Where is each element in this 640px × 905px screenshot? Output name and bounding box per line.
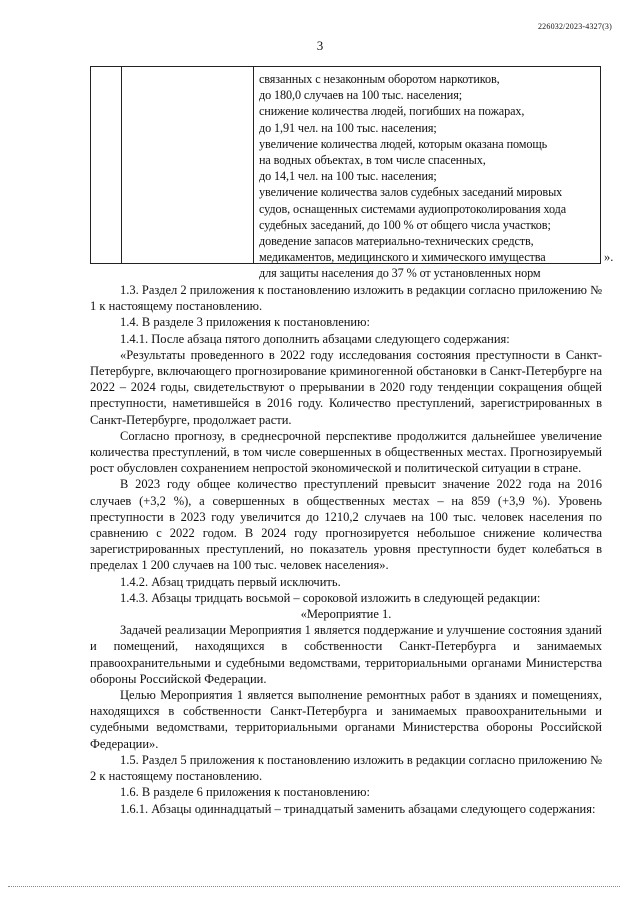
table-line: доведение запасов материально-технических средств, (259, 234, 534, 249)
document-body (90, 282, 602, 817)
table-line: до 1,91 чел. на 100 тыс. населения; (259, 120, 437, 135)
table-line: для защиты населения до 37 % от установленных норм (259, 266, 541, 281)
table-line: до 14,1 чел. на 100 тыс. населения; (259, 169, 437, 184)
document-number: 226032/2023-4327(3) (537, 22, 612, 31)
page-number: 3 (316, 38, 324, 53)
paragraph: 1.6.1. Абзацы одиннадцатый – тринадцатый заменить абзацами следующего содержания: (120, 801, 596, 816)
table-line: увеличение количества людей, которым оказана помощь (259, 136, 548, 151)
paragraph: 1.4.2. Абзац тридцать первый исключить. (120, 574, 341, 589)
paragraph: 1.4.1. После абзаца пятого дополнить абзацами следующего содержания: (120, 331, 510, 346)
closing-quote: ». (604, 250, 614, 264)
paragraph: Согласно прогнозу, в среднесрочной перспективе продолжится дальнейшее увеличение количества преступлений, в том числе совершенных в общественных местах. Прогнозируемый рост обусловлен сохранением непростой экономической и политической ситуации в стране. (90, 428, 602, 476)
table-column-divider (121, 67, 122, 263)
paragraph: Задачей реализации Мероприятия 1 является поддержание и улучшение состояния зданий и помещений, находящихся в собственности Санкт-Петербурга и занимаемых правоохранительными и судебными ведомствами, территориальными органами Министерства обороны Российской Федерации. (90, 623, 602, 686)
table-line: до 180,0 случаев на 100 тыс. населения; (259, 88, 462, 103)
table-line: увеличение количества залов судебных заседаний мировых (259, 185, 563, 200)
paragraph: В 2023 году общее количество преступлений превысит значение 2022 года на 2016 случаев (+3,2 %), а совершенных в общественных местах – на 859 (+3,9 %). Уровень преступности в 2023 году увеличится до 1210,2 случаев на 100 тыс. человек населения по сравнению с 2022 годом. В 2024 году прогнозируется небольшое снижение количества зарегистрированных преступлений, но показатель уровня преступности будет колебаться в пределах 1 200 случаев на 100 тыс. человек населения». (90, 477, 602, 573)
table-line: судебных заседаний, до 100 % от общего числа участков; (259, 217, 551, 232)
table-cell-text (259, 71, 597, 282)
table-line: медикаментов, медицинского и химического имущества (259, 250, 546, 265)
paragraph: 1.5. Раздел 5 приложения к постановлению изложить в редакции согласно приложению № 2 к настоящему постановлению. (90, 752, 602, 784)
table (90, 66, 601, 281)
paragraph: 1.6. В разделе 6 приложения к постановлению: (120, 785, 370, 800)
paragraph: Целью Мероприятия 1 является выполнение ремонтных работ в зданиях и помещениях, находящихся в собственности Санкт-Петербурга и занимаемых правоохранительными и судебными ведомствами, территориальными органами Министерства обороны Российской Федерации». (90, 688, 602, 751)
paragraph: 1.4.3. Абзацы тридцать восьмой – сороковой изложить в следующей редакции: (120, 590, 541, 605)
table-line: связанных с незаконным оборотом наркотиков, (259, 72, 500, 86)
paragraph: «Мероприятие 1. (300, 607, 392, 622)
paragraph: 1.3. Раздел 2 приложения к постановлению изложить в редакции согласно приложению № 1 к настоящему постановлению. (90, 283, 602, 314)
table-line: снижение количества людей, погибших на пожарах, (259, 104, 525, 119)
table-line: на водных объектах, в том числе спасенных, (259, 153, 486, 168)
paragraph: «Результаты проведенного в 2022 году исследования состояния преступности в Санкт-Петербурге, включающего прогнозирование криминогенной обстановки в Санкт-Петербурге на 2022 – 2024 годы, свидетельствуют о прерывании в 2020 году тенденции сокращения общей преступности, наметившейся в 2016 году. Количество преступлений, зарегистрированных в Санкт-Петербурге, продолжает расти. (90, 347, 602, 427)
table-line: судов, оснащенных системами аудиопротоколирования хода (259, 201, 567, 216)
page-divider (8, 886, 620, 887)
table-column-divider (253, 67, 254, 263)
paragraph: 1.4. В разделе 3 приложения к постановлению: (120, 315, 370, 330)
